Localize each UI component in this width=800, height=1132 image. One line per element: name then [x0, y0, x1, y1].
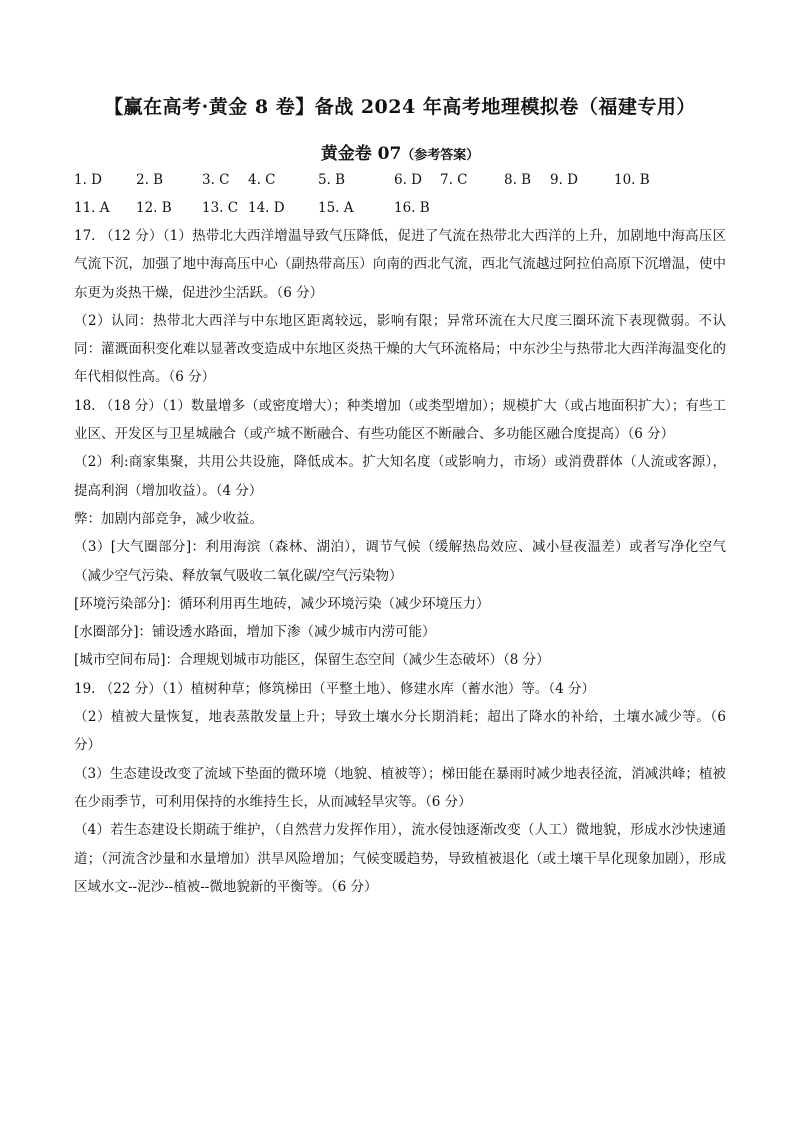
choice-answer: 6. D	[394, 172, 422, 188]
answer-19-part-2: （2）植被大量恢复，地表蒸散发量上升；导致土壤水分长期消耗；超出了降水的补给，土壤水减少等。（6 分）	[74, 709, 726, 754]
answer-sheet	[74, 92, 726, 901]
answer-18-part-3-hydrosphere: [水圈部分]：铺设透水路面，增加下渗（减少城市内涝可能）	[74, 624, 436, 641]
choice-answer: 10. B	[614, 172, 650, 188]
answer-19-part-4: （4）若生态建设长期疏于维护，（自然营力发挥作用），流水侵蚀逐渐改变（人工）微地貌，形成水沙快速通道；（河流含沙量和水量增加）洪旱风险增加；气候变暖趋势，导致植被退化（或土壤干旱化现象加剧），形成区域水文--泥沙--植被--微地貌新的平衡等。（6 分）	[74, 822, 726, 895]
answer-17-part-2: （2）认同：热带北大西洋与中东地区距离较远，影响有限；异常环流在大尺度三圈环流下表现微弱。不认同：灌溉面积变化难以显著改变造成中东地区炎热干燥的大气环流格局；中东沙尘与热带北大西洋海温变化的年代相似性高。（6 分）	[74, 312, 726, 386]
answer-19-part-1: 19. （22 分）（1）植树种草；修筑梯田（平整土地）、修建水库（蓄水池）等。（4 分）	[74, 680, 595, 697]
choice-answer: 7. C	[440, 172, 468, 188]
answer-18-part-1: 18. （18 分）（1）数量增多（或密度增大）；种类增加（或类型增加）；规模扩大（或占地面积扩大）；有些工业区、开发区与卫星城融合（或产城不断融合、有些功能区不断融合、多功能区融合度提高）（6 分）	[74, 397, 726, 443]
choice-answer: 11. A	[74, 200, 110, 216]
choice-answer: 14. D	[248, 200, 285, 216]
answer-18-part-2: （2）利:商家集聚，共用公共设施，降低成本。扩大知名度（或影响力，市场）或消费群体（人流或客源），提高利润（增加收益）。（4 分）	[74, 454, 726, 499]
choice-answer: 16. B	[394, 200, 430, 216]
answer-19-part-3: （3）生态建设改变了流域下垫面的微环境（地貌、植被等）；梯田能在暴雨时减少地表径流，消减洪峰；植被在少雨季节，可利用保持的水维持生长，从而减轻旱灾等。（6 分）	[74, 765, 726, 810]
answer-18-part-2-drawback: 弊：加剧内部竞争，减少收益。	[74, 510, 263, 527]
choice-answer: 3. C	[202, 172, 230, 188]
subtitle-main: 黄金卷 07	[320, 144, 402, 164]
choice-answer: 9. D	[550, 172, 578, 188]
choice-answer: 12. B	[136, 200, 172, 216]
document-subtitle	[74, 139, 726, 164]
choice-answer: 1. D	[74, 172, 102, 188]
choice-answer: 4. C	[248, 172, 276, 188]
choice-answer: 5. B	[318, 172, 346, 188]
answer-18-part-3-layout: [城市空间布局]：合理规划城市功能区，保留生态空间（减少生态破坏）（8 分）	[74, 652, 550, 669]
choice-answer: 13. C	[202, 200, 239, 216]
choice-answers-row-1	[74, 166, 726, 194]
choice-answer: 8. B	[504, 172, 532, 188]
answer-17-part-1: 17. （12 分）（1）热带北大西洋增温导致气压降低，促进了气流在热带北大西洋的上升，加剧地中海高压区气流下沉，加强了地中海高压中心（副热带高压）向南的西北气流，西北气流越过阿拉伯高原下沉增温，使中东更为炎热干燥，促进沙尘活跃。（6 分）	[74, 228, 726, 301]
choice-answer: 2. B	[136, 172, 164, 188]
answer-18-part-3-pollution: [环境污染部分]：循环利用再生地砖，减少环境污染（减少环境压力）	[74, 595, 490, 612]
subtitle-note: （参考答案）	[401, 148, 480, 163]
choice-answers-row-2	[74, 194, 726, 222]
document-title: 【赢在高考·黄金 8 卷】备战 2024 年高考地理模拟卷（福建专用）	[104, 96, 696, 118]
answer-18-part-3-atmosphere: （3）[大气圈部分]：利用海滨（森林、湖泊），调节气候（缓解热岛效应、减小昼夜温差）或者写净化空气（减少空气污染、释放氧气吸收二氧化碳/空气污染物）	[74, 539, 726, 584]
choice-answer: 15. A	[318, 200, 354, 216]
